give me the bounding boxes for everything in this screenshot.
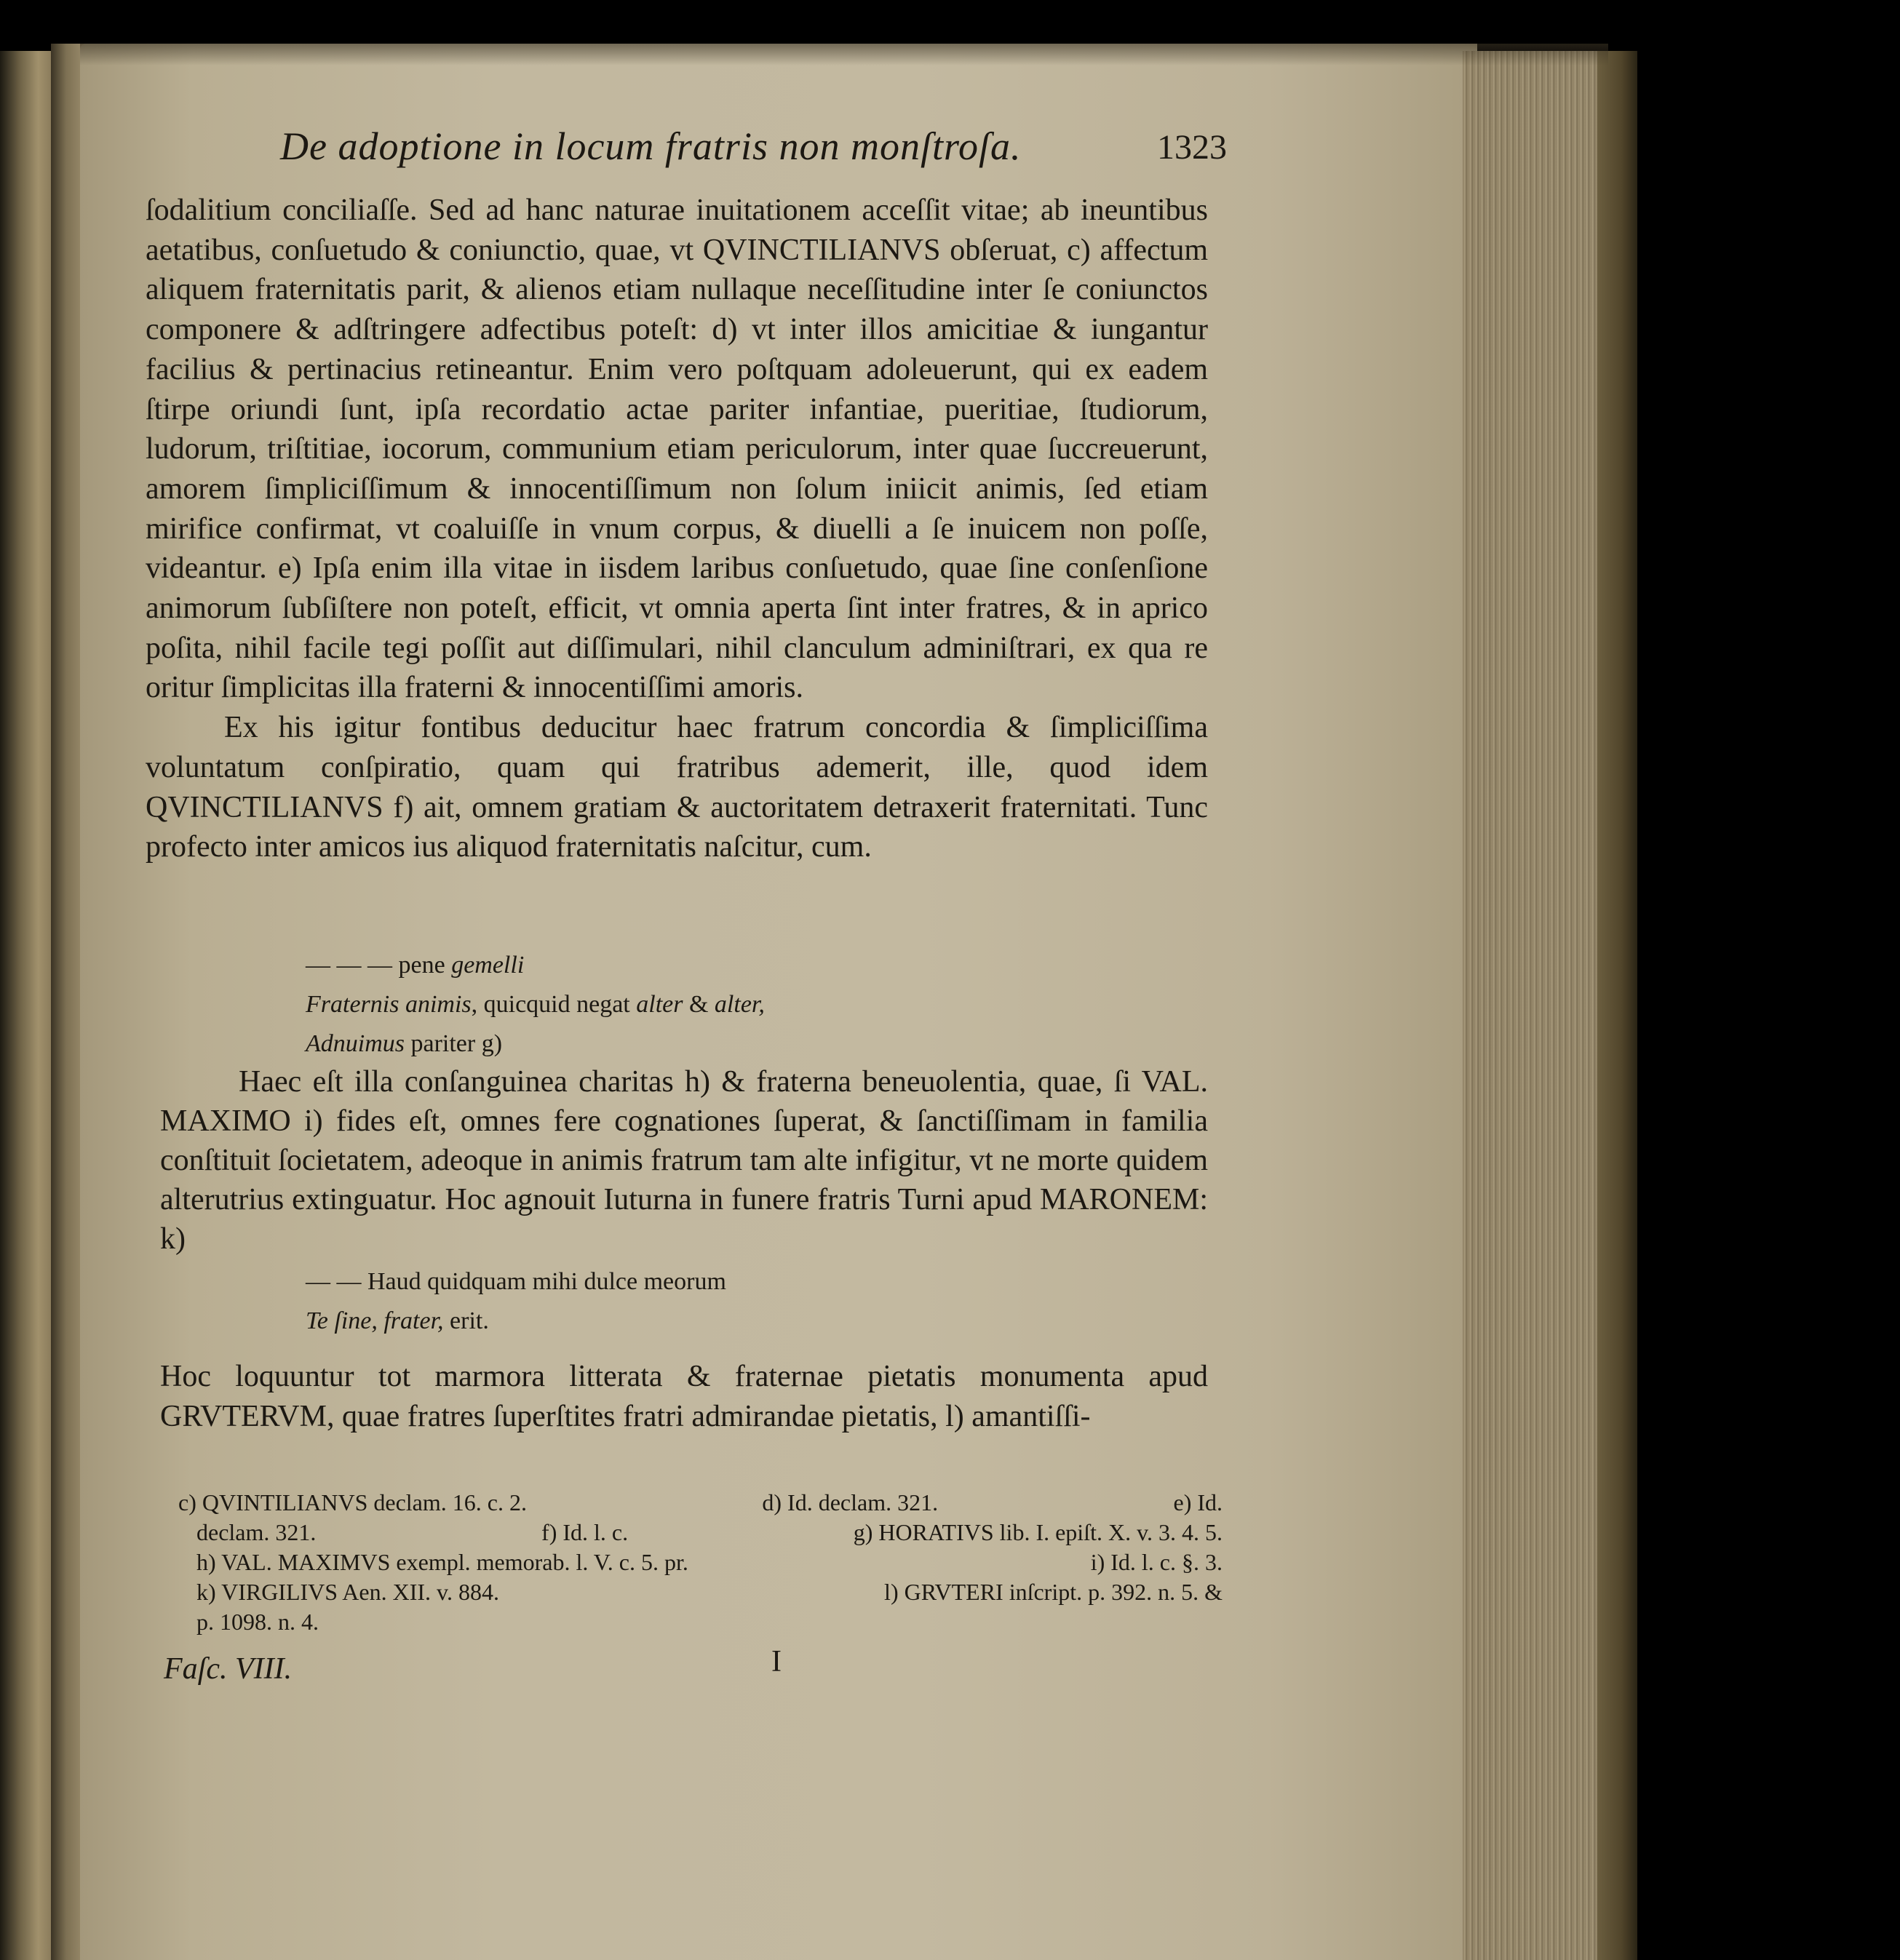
gathering-mark: I: [771, 1645, 782, 1678]
footnote-i: i) Id. l. c. §. 3.: [1090, 1549, 1223, 1575]
paragraph-4-block: [160, 1357, 1208, 1437]
footnote-d: d) Id. declam. 321.: [762, 1489, 939, 1515]
footnote-c: c) QVINTILIANVS declam. 16. c. 2.: [178, 1489, 527, 1515]
verse-word-italic: alter,: [714, 991, 765, 1018]
verse-word-italic: alter: [636, 991, 683, 1018]
footnote-row: [178, 1488, 1223, 1518]
footnote-l-cont: p. 1098. n. 4.: [196, 1609, 319, 1635]
verse-phrase-italic: Te ſine, frater,: [306, 1307, 444, 1334]
main-text-block: [146, 191, 1208, 867]
verse-dashes: — — —: [306, 952, 392, 979]
paragraph-1: ſodalitium conciliaſſe. Sed ad hanc naturae inuitationem acceſſit vitae; ab ineuntibus aetatibus, conſuetudo & coniunctio, quae, vt QVINCTILIANVS obſeruat, c) affectum aliquem fraternitatis parit, & alienos etiam nullaque neceſſitudine inter ſe coniunctos componere & adſtringere adfectibus poteſt: d) vt inter illos amicitiae & iungantur facilius & pertinacius retineantur. Enim vero poſtquam adoleuerunt, qui ex eadem ſtirpe oriundi ſunt, ipſa recordatio actae pariter infantiae, pueritiae, ſtudiorum, ludorum, triſtitiae, iocorum, communium etiam periculorum, inter quae ſuccreuerunt, amorem ſimpliciſſimum & innocentiſſimum non ſolum iniicit animis, ſed etiam mirifice confirmat, vt coaluiſſe in vnum corpus, & diuelli a ſe inuicem non poſſe, videantur. e) Ipſa enim illa vitae in iisdem laribus conſuetudo, quae ſine conſenſione animorum ſubſiſtere non poteſt, efficit, vt omnia aperta ſint inter fratres, & in aprico poſita, nihil facile tegi poſſit aut diſſimulari, nihil clanculum adminiſtrari, ex qua re oritur ſimplicitas illa fraterni & innocentiſſimi amoris.: [146, 194, 1208, 705]
footnote-e-cont: declam. 321.: [196, 1519, 317, 1545]
footnote-g: g) HORATIVS lib. I. epiſt. X. v. 3. 4. 5.: [853, 1519, 1223, 1545]
verse-line: [306, 1302, 726, 1341]
footnote-row: [196, 1607, 1223, 1637]
verse-line: [306, 1024, 765, 1064]
paragraph-4: Hoc loquuntur tot marmora litterata & fraternae pietatis monumenta apud GRVTERVM, quae fratres ſuperſtites fratri admirandae pietatis, l) amantiſſi-: [160, 1360, 1208, 1433]
verse-word: erit.: [450, 1307, 489, 1334]
verse-line: [306, 985, 765, 1024]
paragraph-3-block: [160, 1062, 1208, 1259]
footnote-h: h) VAL. MAXIMVS exempl. memorab. l. V. c. 5. pr.: [196, 1549, 688, 1575]
verse-line: — — Haud quidquam mihi dulce meorum: [306, 1268, 726, 1295]
verse-word-italic: Adnuimus: [306, 1030, 405, 1057]
verse-word-italic: gemelli: [451, 952, 525, 979]
footnote-row: [196, 1518, 1223, 1547]
verse-quotation-virgil: [306, 1262, 726, 1341]
verse-word: pene: [398, 952, 445, 979]
verse-line: [306, 946, 765, 985]
verse-ampersand: &: [688, 991, 709, 1018]
running-title: De adoptione in locum fratris non monſtroſa.: [280, 124, 1022, 168]
footnotes: [178, 1488, 1223, 1637]
footnote-e: e) Id.: [1173, 1489, 1223, 1515]
fascicle-signature: Faſc. VIII.: [164, 1652, 293, 1686]
verse-phrase: pariter g): [410, 1030, 503, 1057]
paragraph-3: Haec eſt illa conſanguinea charitas h) & fraterna beneuolentia, quae, ſi VAL. MAXIMO i) fides eſt, omnes fere cognationes ſuperat, & ſanctiſſimam in familia conſtituit ſocietatem, adeoque in animis fratrum tam alte infigitur, vt ne morte quidem alterutrius extinguatur. Hoc agnouit Iuturna in funere fratris Turni apud MARONEM: k): [160, 1065, 1208, 1256]
verse-quotation-horace: [306, 946, 765, 1064]
footnote-k: k) VIRGILIVS Aen. XII. v. 884.: [196, 1579, 499, 1605]
verse-phrase-italic: Fraternis animis: [306, 991, 472, 1018]
page-number: 1323: [1157, 128, 1227, 167]
footnote-f: f) Id. l. c.: [541, 1519, 629, 1545]
footnote-row: [196, 1547, 1223, 1577]
paragraph-2: Ex his igitur fontibus deducitur haec fratrum concordia & ſimpliciſſima voluntatum conſpiratio, quam qui fratribus ademerit, ille, quod idem QVINCTILIANVS f) ait, omnem gratiam & auctoritatem detraxerit fraternitati. Tunc profecto inter amicos ius aliquod fraternitatis naſcitur, cum.: [146, 711, 1208, 864]
footnote-row: [196, 1577, 1223, 1607]
verse-phrase: , quicquid negat: [471, 991, 630, 1018]
footnote-l: l) GRVTERI inſcript. p. 392. n. 5. &: [884, 1579, 1223, 1605]
